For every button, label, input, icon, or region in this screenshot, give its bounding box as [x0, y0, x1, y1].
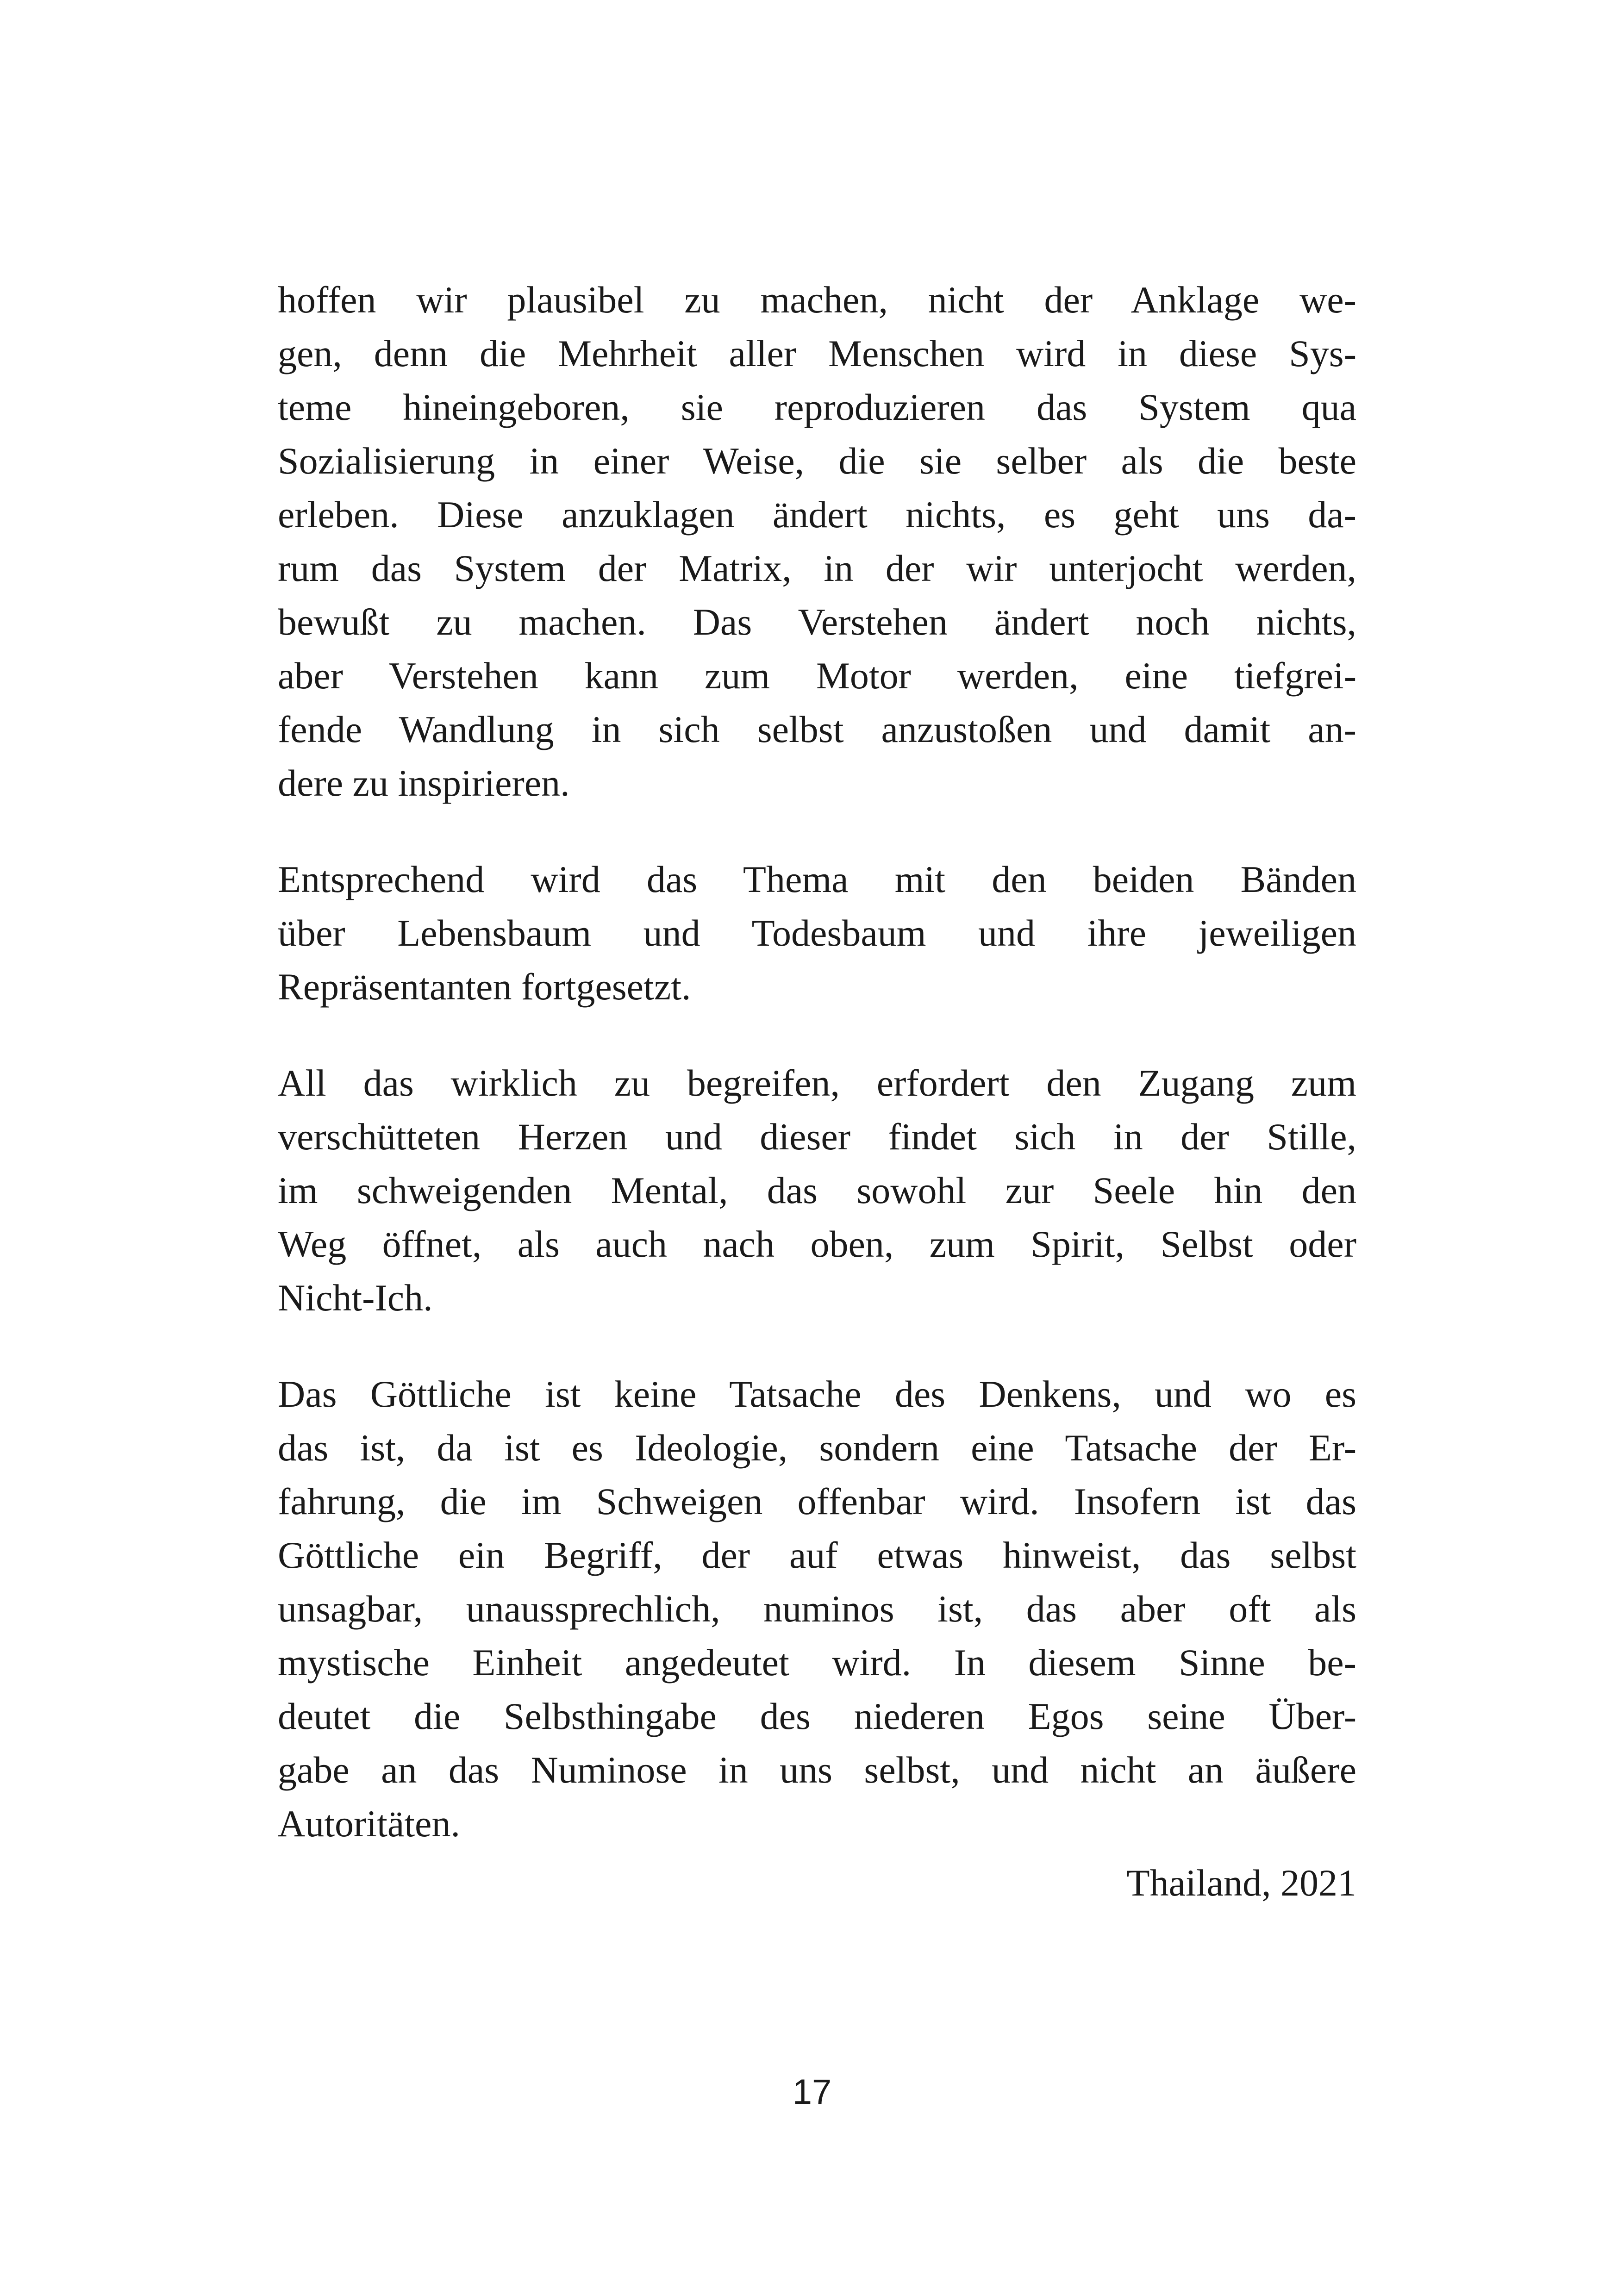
text-line: Nicht-Ich.: [278, 1277, 433, 1319]
text-line: über Lebensbaum und Todesbaum und ihre jeweiligen: [278, 912, 1356, 954]
text-line: erleben. Diese anzuklagen ändert nichts, es geht uns da-: [278, 493, 1356, 536]
text-line: gen, denn die Mehrheit aller Menschen wird in diese Sys-: [278, 332, 1356, 374]
page-number: 17: [792, 2072, 832, 2112]
text-line: verschütteten Herzen und dieser findet sich in der Stille,: [278, 1116, 1356, 1158]
text-line: rum das System der Matrix, in der wir unterjocht werden,: [278, 547, 1356, 589]
text-line: Repräsentanten fortgesetzt.: [278, 966, 691, 1008]
text-line: bewußt zu machen. Das Verstehen ändert noch nichts,: [278, 601, 1356, 643]
text-line: Weg öffnet, als auch nach oben, zum Spirit, Selbst oder: [278, 1223, 1356, 1265]
text-line: das ist, da ist es Ideologie, sondern eine Tatsache der Er-: [278, 1427, 1356, 1469]
text-line: dere zu inspirieren.: [278, 762, 570, 804]
body-text: [278, 273, 1356, 1851]
text-line: unsagbar, unaussprechlich, numinos ist, das aber oft als: [278, 1588, 1356, 1630]
text-line: All das wirklich zu begreifen, erfordert den Zugang zum: [278, 1062, 1356, 1104]
text-line: hoffen wir plausibel zu machen, nicht der Anklage we-: [278, 279, 1356, 321]
paragraph-1: [278, 273, 1356, 810]
text-line: Autoritäten.: [278, 1802, 460, 1845]
text-line: mystische Einheit angedeutet wird. In diesem Sinne be-: [278, 1641, 1356, 1684]
text-line: Das Göttliche ist keine Tatsache des Denkens, und wo es: [278, 1373, 1356, 1415]
paragraph-4: [278, 1367, 1356, 1851]
text-line: Entsprechend wird das Thema mit den beiden Bänden: [278, 858, 1356, 900]
text-line: im schweigenden Mental, das sowohl zur Seele hin den: [278, 1169, 1356, 1211]
text-line: gabe an das Numinose in uns selbst, und nicht an äußere: [278, 1749, 1356, 1791]
text-line: fende Wandlung in sich selbst anzustoßen und damit an-: [278, 708, 1356, 750]
text-line: Sozialisierung in einer Weise, die sie selber als die beste: [278, 440, 1356, 482]
paragraph-2: [278, 853, 1356, 1014]
text-line: deutet die Selbsthingabe des niederen Egos seine Über-: [278, 1695, 1356, 1737]
text-line: aber Verstehen kann zum Motor werden, eine tiefgrei-: [278, 655, 1356, 697]
text-line: teme hineingeboren, sie reproduzieren das System qua: [278, 386, 1356, 428]
paragraph-3: [278, 1056, 1356, 1325]
place-date-signature: Thailand, 2021: [1126, 1862, 1356, 1904]
text-line: fahrung, die im Schweigen offenbar wird. Insofern ist das: [278, 1480, 1356, 1522]
text-line: Göttliche ein Begriff, der auf etwas hinweist, das selbst: [278, 1534, 1356, 1576]
